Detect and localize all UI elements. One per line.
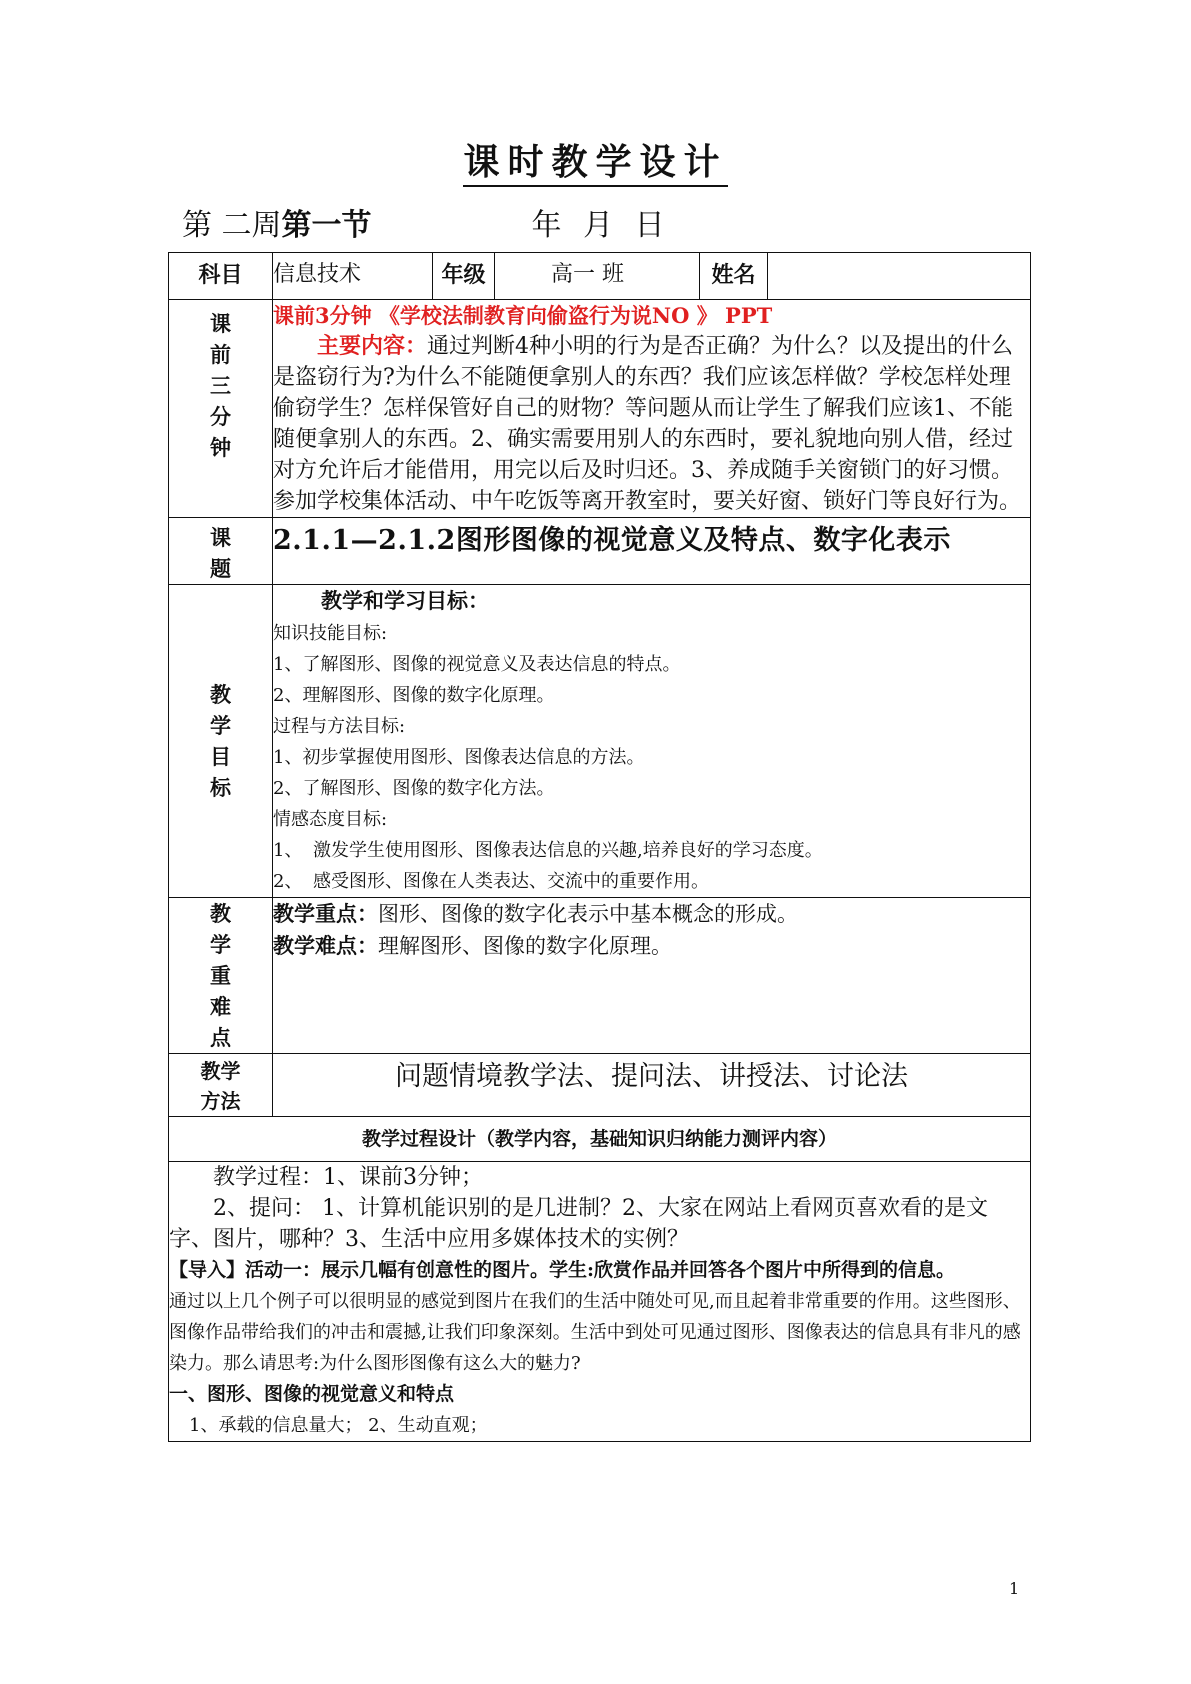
goal-line: 1、初步掌握使用图形、图像表达信息的方法。 <box>273 747 645 768</box>
focus-label-char: 教 <box>210 901 231 926</box>
method-label <box>169 1054 273 1117</box>
goal-line: 过程与方法目标: <box>273 716 406 737</box>
content-label: 主要内容： <box>317 333 428 359</box>
goals-label-char: 学 <box>210 713 231 738</box>
process-last-line: 1、承载的信息量大； 2、生动直观； <box>189 1415 488 1436</box>
header-row <box>169 253 1031 300</box>
key-point-text: 图形、图像的数字化表示中基本概念的形成。 <box>378 902 798 926</box>
grade-label: 年级 <box>433 253 495 300</box>
pre-class-label-char: 分 <box>210 404 231 429</box>
subject-value: 信息技术 <box>273 253 433 300</box>
topic-label-char: 题 <box>210 556 231 581</box>
lesson-table <box>168 252 1031 1442</box>
topic-label <box>169 518 273 585</box>
difficulty-text: 理解图形、图像的数字化原理。 <box>378 934 672 958</box>
focus-label-char: 重 <box>210 963 231 988</box>
document-title: 课时教学设计 <box>0 134 1191 185</box>
goals-title: 教学和学习目标： <box>321 588 489 613</box>
pre-class-label-char: 钟 <box>210 435 231 460</box>
pre-class-label-char: 课 <box>210 311 231 336</box>
pre-class-content <box>273 300 1031 518</box>
goals-label-char: 标 <box>210 775 231 800</box>
grade-value: 高一 班 <box>495 253 700 300</box>
week-line <box>182 200 671 244</box>
week-prefix: 第 二周 <box>182 208 282 243</box>
topic-text: 2.1.1—2.1.2图形图像的视觉意义及特点、数字化表示 <box>273 518 1031 585</box>
difficulty-label: 教学难点： <box>273 933 378 958</box>
name-value <box>768 253 1031 300</box>
section-label: 第一节 <box>281 208 372 243</box>
goal-line: 2、理解图形、图像的数字化原理。 <box>273 685 555 706</box>
topic-row <box>169 518 1031 585</box>
section-title: 一、图形、图像的视觉意义和特点 <box>169 1383 455 1405</box>
goals-label-char: 教 <box>210 682 231 707</box>
process-content <box>169 1162 1031 1442</box>
date-label: 年 月 日 <box>531 208 671 243</box>
goals-content <box>273 585 1031 898</box>
pre-class-label-char: 前 <box>210 342 231 367</box>
goal-line: 2、了解图形、图像的数字化方法。 <box>273 778 555 799</box>
goal-line: 知识技能目标: <box>273 623 388 644</box>
focus-row <box>169 898 1031 1054</box>
process-line: 2、提问： 1、计算机能识别的是几进制？2、大家在网站上看网页喜欢看的是文字、图片，哪种？3、生活中应用多媒体技术的实例？ <box>169 1196 988 1252</box>
key-point-label: 教学重点： <box>273 901 378 926</box>
process-paragraph: 通过以上几个例子可以很明显的感觉到图片在我们的生活中随处可见,而且起着非常重要的作用。这些图形、图像作品带给我们的冲击和震撼,让我们印象深刻。生活中到处可见通过图形、图像表达的信息具有非凡的感染力。那么请思考:为什么图形图像有这么大的魅力? <box>169 1291 1021 1374</box>
goals-row <box>169 585 1031 898</box>
emotion-item: 1、 激发学生使用图形、图像表达信息的兴趣,培养良好的学习态度。 <box>273 840 823 861</box>
goals-label <box>169 585 273 898</box>
name-label: 姓名 <box>700 253 768 300</box>
emotion-item: 2、 感受图形、图像在人类表达、交流中的重要作用。 <box>273 871 709 892</box>
method-label-line: 教学 <box>200 1059 241 1083</box>
focus-label-char: 难 <box>210 994 231 1019</box>
goal-line: 1、了解图形、图像的视觉意义及表达信息的特点。 <box>273 654 681 675</box>
method-text: 问题情境教学法、提问法、讲授法、讨论法 <box>273 1054 1031 1117</box>
process-heading-row <box>169 1117 1031 1162</box>
focus-label-char: 点 <box>210 1025 231 1050</box>
method-label-line: 方法 <box>200 1089 241 1113</box>
page-number: 1 <box>1009 1579 1020 1598</box>
goals-label-char: 目 <box>210 744 231 769</box>
focus-label-char: 学 <box>210 932 231 957</box>
pre-class-label-char: 三 <box>210 373 231 398</box>
process-heading: 教学过程设计（教学内容，基础知识归纳能力测评内容） <box>169 1117 1031 1162</box>
topic-label-char: 课 <box>210 525 231 550</box>
intro-line: 【导入】活动一：展示几幅有创意性的图片。学生:欣赏作品并回答各个图片中所得到的信息。 <box>169 1259 956 1281</box>
process-line: 教学过程：1、课前3分钟； <box>213 1165 483 1190</box>
focus-label <box>169 898 273 1054</box>
subject-label: 科目 <box>169 253 273 300</box>
pre-class-row <box>169 300 1031 518</box>
content-text: 通过判断4种小明的行为是否正确？为什么？以及提出的什么是盗窃行为?为什么不能随便拿别人的东西？我们应该怎样做？学校怎样处理偷窃学生？怎样保管好自己的财物？等问题从而让学生了解我们应该1、不能随便拿别人的东西。2、确实需要用别人的东西时，要礼貌地向别人借，经过对方允许后才能借用，用完以后及时归还。3、养成随手关窗锁门的好习惯。参加学校集体活动、中午吃饭等离开教室时，要关好窗、锁好门等良好行为。 <box>273 334 1022 514</box>
focus-content <box>273 898 1031 1054</box>
method-row <box>169 1054 1031 1117</box>
pre-class-label <box>169 300 273 518</box>
pre-class-headline: 课前3分钟 《学校法制教育向偷盗行为说NO 》 PPT <box>273 303 773 328</box>
goal-line: 情感态度目标: <box>273 809 388 830</box>
process-row <box>169 1162 1031 1442</box>
